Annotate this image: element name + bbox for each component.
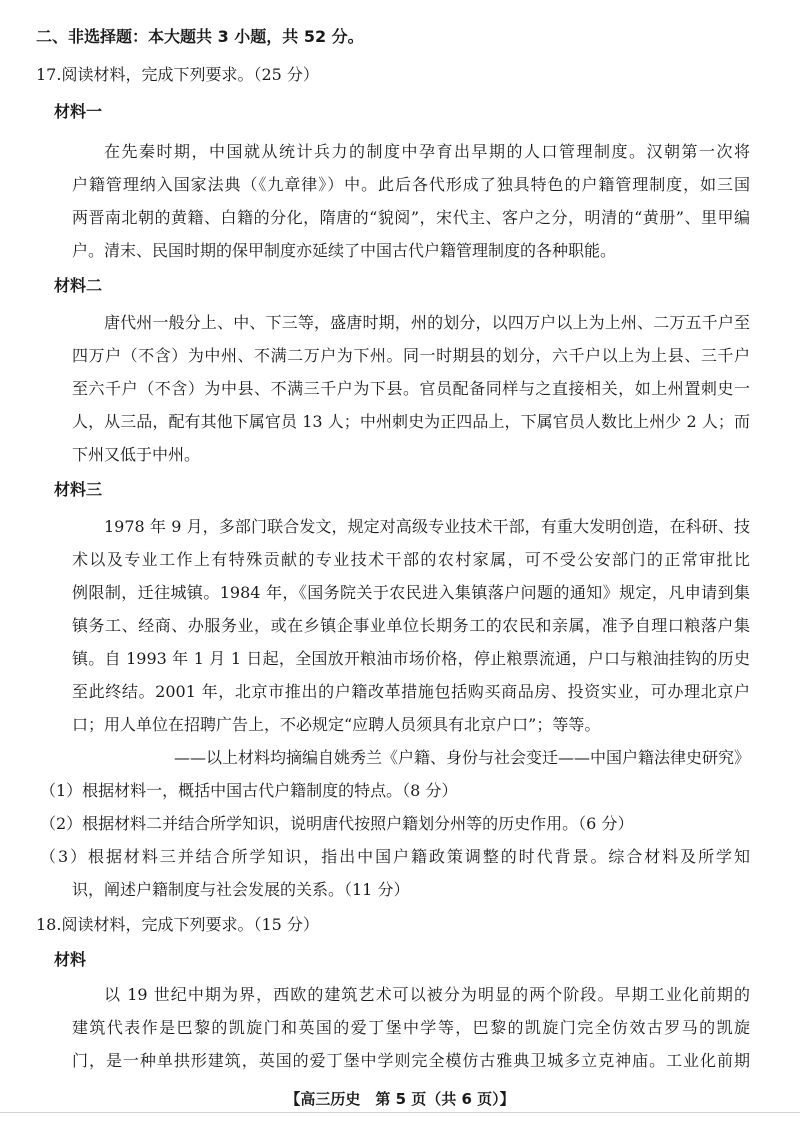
q17-sub3-cont: 识，阐述户籍制度与社会发展的关系。（11 分）	[72, 880, 410, 899]
q17-m3-line: 1978 年 9 月，多部门联合发文，规定对高级专业技术干部，有重大发明创造，在科研、技	[104, 517, 750, 536]
q17-material1-label: 材料一	[54, 102, 103, 121]
q17-m1-line: 户。清末、民国时期的保甲制度亦延续了中国古代户籍管理制度的各种职能。	[72, 241, 617, 260]
q18-title: 18.阅读材料，完成下列要求。（15 分）	[36, 915, 319, 934]
q17-m2-line: 下州又低于中州。	[72, 445, 201, 464]
q17-sub1: （1）根据材料一，概括中国古代户籍制度的特点。（8 分）	[40, 781, 458, 800]
q17-source: ——以上材料均摘编自姚秀兰《户籍、身份与社会变迁——中国户籍法律史研究》	[173, 748, 750, 767]
q17-m2-line: 四万户（不含）为中州、不满二万户为下州。同一时期县的划分，六千户以上为上县、三千户	[72, 346, 750, 365]
section-title: 二、非选择题：本大题共 3 小题，共 52 分。	[36, 27, 364, 46]
q17-material2-label: 材料二	[54, 276, 103, 295]
q18-m-line: 建筑代表作是巴黎的凯旋门和英国的爱丁堡中学等，巴黎的凯旋门完全仿效古罗马的凯旋	[72, 1018, 750, 1037]
q17-sub2: （2）根据材料二并结合所学知识，说明唐代按照户籍划分州等的历史作用。（6 分）	[40, 814, 634, 833]
q17-material3-label: 材料三	[54, 480, 103, 499]
q17-m3-line: 术以及专业工作上有特殊贡献的专业技术干部的农村家属，可不受公安部门的正常审批比	[72, 550, 750, 569]
page-footer: 【高三历史 第 5 页（共 6 页）】	[285, 1090, 515, 1108]
q17-title: 17.阅读材料，完成下列要求。（25 分）	[36, 65, 319, 84]
q17-m3-line: 口；用人单位在招聘广告上，不必规定“应聘人员须具有北京户口”；等等。	[72, 715, 601, 734]
footer-divider	[0, 1112, 800, 1113]
q18-m-line: 以 19 世纪中期为界，西欧的建筑艺术可以被分为明显的两个阶段。早期工业化前期的	[104, 985, 750, 1004]
q18-material-label: 材料	[54, 950, 87, 969]
q17-m1-line: 户籍管理纳入国家法典（《九章律》）中。此后各代形成了独具特色的户籍管理制度，如三国	[72, 175, 750, 194]
q17-m1-line: 在先秦时期，中国就从统计兵力的制度中孕育出早期的人口管理制度。汉朝第一次将	[104, 142, 750, 161]
q17-m3-line: 镇务工、经商、办服务业，或在乡镇企事业单位长期务工的农民和亲属，准予自理口粮落户集	[72, 616, 750, 635]
q17-m2-line: 至六千户（不含）为中县、不满三千户为下县。官员配备同样与之直接相关，如上州置刺史一	[72, 379, 750, 398]
q17-sub3: （3）根据材料三并结合所学知识，指出中国户籍政策调整的时代背景。综合材料及所学知	[40, 847, 750, 866]
q17-m2-line: 人，从三品，配有其他下属官员 13 人；中州刺史为正四品上，下属官员人数比上州少 2 人；而	[72, 412, 750, 431]
q18-m-line: 门，是一种单拱形建筑，英国的爱丁堡中学则完全模仿古雅典卫城多立克神庙。工业化前期	[72, 1051, 750, 1070]
q17-m3-line: 镇。自 1993 年 1 月 1 日起，全国放开粮油市场价格，停止粮票流通，户口与粮油挂钩的历史	[72, 649, 750, 668]
q17-m3-line: 至此终结。2001 年，北京市推出的户籍改革措施包括购买商品房、投资实业，可办理北京户	[72, 682, 750, 701]
q17-m1-line: 两晋南北朝的黄籍、白籍的分化，隋唐的“貌阅”，宋代主、客户之分，明清的“黄册”、里甲编	[72, 208, 750, 227]
q17-m3-line: 例限制，迁往城镇。1984 年，《国务院关于农民进入集镇落户问题的通知》规定，凡申请到集	[72, 583, 750, 602]
q17-m2-line: 唐代州一般分上、中、下三等，盛唐时期，州的划分，以四万户以上为上州、二万五千户至	[104, 313, 750, 332]
